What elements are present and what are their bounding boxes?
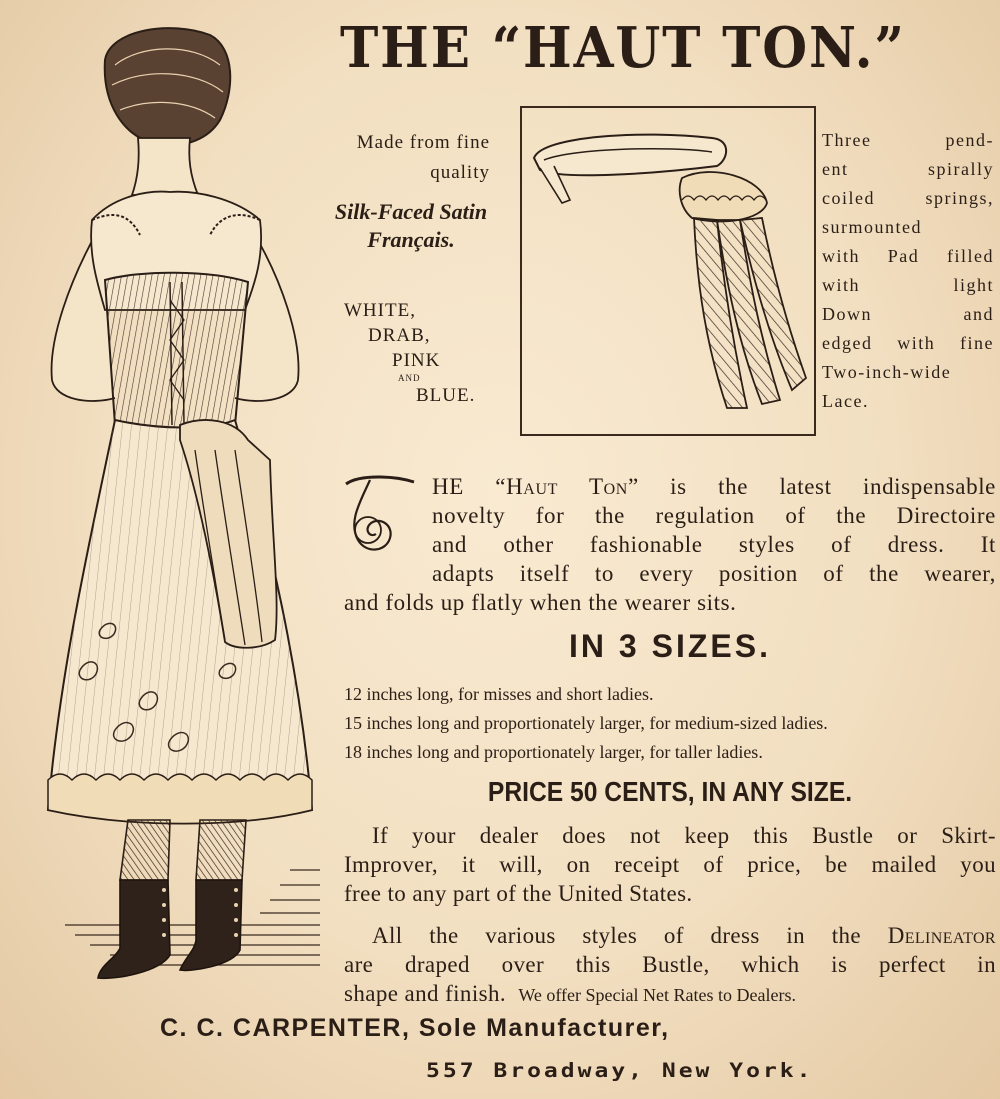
spring-description: [822, 126, 994, 416]
product-illustration-box: [520, 106, 816, 436]
color-and: AND: [398, 373, 421, 383]
color-blue: BLUE.: [416, 385, 476, 406]
size-item: 18 inches long and proportionately larger, for taller ladies.: [344, 742, 763, 762]
spring-line: with Pad filled: [822, 246, 994, 266]
sizes-heading: IN 3 SIZES.: [569, 628, 771, 664]
intro-line: and folds up flatly when the wearer sits.: [344, 590, 737, 615]
manufacturer-line: C. C. CARPENTER, Sole Manufacturer,: [160, 1014, 670, 1042]
color-drab: DRAB,: [368, 325, 431, 346]
delineator-text: shape and finish.: [344, 981, 507, 1006]
manufacturer-address: 557 Broadway, New York.: [426, 1060, 814, 1083]
intro-text: HE “: [432, 474, 507, 499]
spring-line: edged with fine: [822, 333, 994, 353]
spring-line: Three pend-: [822, 130, 994, 150]
intro-line: novelty for the regulation of the Directoire: [432, 503, 996, 528]
dealer-line: Improver, it will, on receipt of price, be mailed you: [344, 852, 996, 877]
color-list: [338, 298, 498, 408]
intro-line: [344, 472, 996, 501]
delineator-line: are draped over this Bustle, which is perfect in: [344, 952, 996, 977]
dealer-paragraph: [344, 821, 996, 908]
spring-line: Down and: [822, 304, 994, 324]
delineator-text: All the various styles of dress in the: [372, 923, 888, 948]
product-name-inline: Haut Ton: [506, 474, 628, 499]
size-item: 15 inches long and proportionately larger, for medium-sized ladies.: [344, 713, 828, 733]
spring-line: Lace.: [822, 391, 869, 411]
intro-text: ” is the latest indispensable: [627, 474, 996, 499]
delineator-line: [344, 921, 996, 950]
intro-paragraph: [344, 472, 996, 617]
intro-line: and other fashionable styles of dress. It: [432, 532, 996, 557]
sizes-list: [344, 680, 1000, 767]
spring-line: surmounted: [822, 217, 922, 237]
price-heading: PRICE 50 CENTS, IN ANY SIZE.: [487, 776, 853, 807]
material-name: Silk-Faced Satin Français.: [334, 199, 488, 252]
delineator-paragraph: [344, 921, 996, 1010]
intro-line: adapts itself to every position of the wearer,: [432, 561, 996, 586]
color-white: WHITE,: [344, 300, 416, 321]
size-item: 12 inches long, for misses and short ladies.: [344, 684, 654, 704]
delineator-name: Delineator: [887, 923, 996, 948]
dealer-rates-note: We offer Special Net Rates to Dealers.: [518, 985, 796, 1005]
bustle-illustration: [522, 108, 814, 434]
delineator-line: [344, 979, 996, 1010]
dealer-line: free to any part of the United States.: [344, 881, 693, 906]
spring-line: coiled springs,: [822, 188, 994, 208]
spring-line: ent spirally: [822, 159, 994, 179]
spring-line: Two-inch-wide: [822, 362, 952, 382]
color-pink: PINK: [392, 350, 441, 371]
made-from-text: Made from fine quality: [356, 132, 490, 183]
ad-title: THE “HAUT TON.”: [340, 15, 906, 81]
woman-illustration: [20, 20, 340, 1010]
spring-line: with light: [822, 275, 994, 295]
dealer-line: If your dealer does not keep this Bustle or Skirt-: [372, 823, 996, 848]
